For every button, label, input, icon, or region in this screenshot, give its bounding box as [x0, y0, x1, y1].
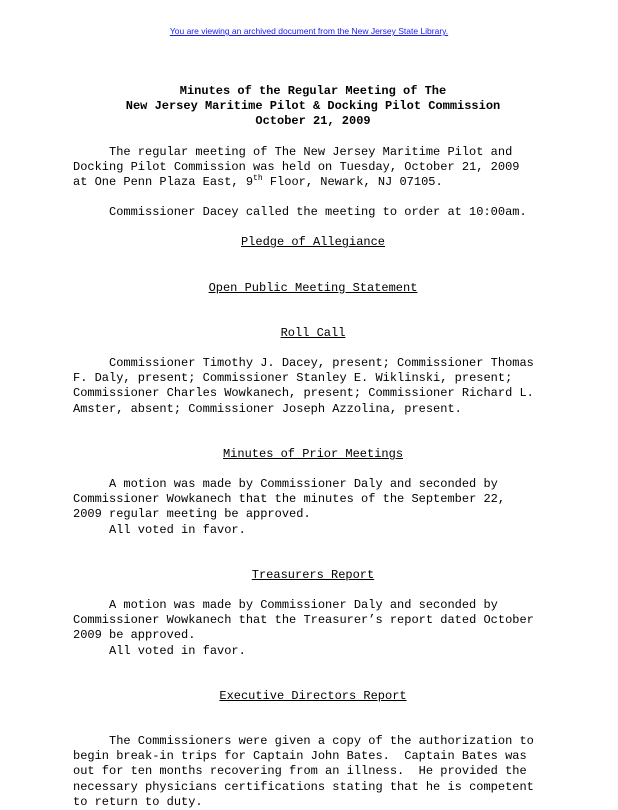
minutes-line-1: A motion was made by Commissioner Daly and seconded by	[109, 477, 498, 492]
heading-treasurers-report: Treasurers Report	[251, 567, 375, 582]
ordinal-suffix: th	[253, 174, 263, 184]
title-line-2: New Jersey Maritime Pilot & Docking Pilot Commission	[125, 99, 501, 114]
heading-open-public-meeting: Open Public Meeting Statement	[208, 280, 418, 295]
minutes-vote-result: All voted in favor.	[109, 522, 246, 537]
roll-call-line-1: Commissioner Timothy J. Dacey, present; Commissioner Thomas	[109, 356, 534, 371]
minutes-paragraph	[73, 477, 553, 538]
intro-line-1: The regular meeting of The New Jersey Maritime Pilot and	[109, 144, 513, 159]
document-title	[73, 84, 553, 130]
treasurers-paragraph	[73, 598, 553, 659]
title-line-1: Minutes of the Regular Meeting of The	[179, 84, 447, 98]
archive-banner	[0, 26, 618, 36]
minutes-line-2: Commissioner Wowkanech that the minutes of the September 22,	[73, 492, 506, 507]
executive-line-4: necessary physicians certifications stating that he is competent	[73, 779, 534, 794]
treasurers-line-3: 2009 be approved.	[73, 628, 196, 643]
executive-line-2: begin break-in trips for Captain John Bates. Captain Bates was	[73, 749, 527, 764]
roll-call-line-3: Commissioner Charles Wowkanech, present; Commissioner Richard L.	[73, 386, 534, 401]
intro-line-3	[73, 175, 553, 190]
heading-minutes: Minutes of Prior Meetings	[222, 446, 404, 461]
treasurers-line-2: Commissioner Wowkanech that the Treasurer’s report dated October	[73, 613, 534, 628]
intro-paragraph	[73, 145, 553, 191]
roll-call-line-4: Amster, absent; Commissioner Joseph Azzolina, present.	[73, 401, 462, 416]
executive-line-5: to return to duty.	[73, 794, 203, 809]
archive-notice-link[interactable]: You are viewing an archived document from the New Jersey State Library.	[169, 26, 449, 36]
intro-line-2: Docking Pilot Commission was held on Tuesday, October 21, 2009	[73, 159, 520, 174]
intro-line-3-text: at One Penn Plaza East, 9	[73, 175, 254, 190]
roll-call-paragraph	[73, 356, 553, 417]
roll-call-line-2: F. Daly, present; Commissioner Stanley E. Wiklinski, present;	[73, 371, 513, 386]
heading-roll-call: Roll Call	[280, 325, 346, 340]
treasurers-line-1: A motion was made by Commissioner Daly and seconded by	[109, 598, 498, 613]
call-to-order: Commissioner Dacey called the meeting to order at 10:00am.	[109, 205, 527, 220]
title-line-3: October 21, 2009	[255, 114, 371, 129]
heading-executive-directors-report: Executive Directors Report	[219, 688, 407, 703]
executive-line-1: The Commissioners were given a copy of the authorization to	[109, 734, 534, 749]
executive-paragraph	[73, 734, 553, 810]
intro-line-3-rest: Floor, Newark, NJ 07105.	[262, 175, 443, 190]
heading-pledge: Pledge of Allegiance	[240, 235, 386, 250]
document-page	[73, 84, 553, 810]
treasurers-vote-result: All voted in favor.	[109, 643, 246, 658]
minutes-line-3: 2009 regular meeting be approved.	[73, 507, 311, 522]
executive-line-3: out for ten months recovering from an illness. He provided the	[73, 764, 527, 779]
